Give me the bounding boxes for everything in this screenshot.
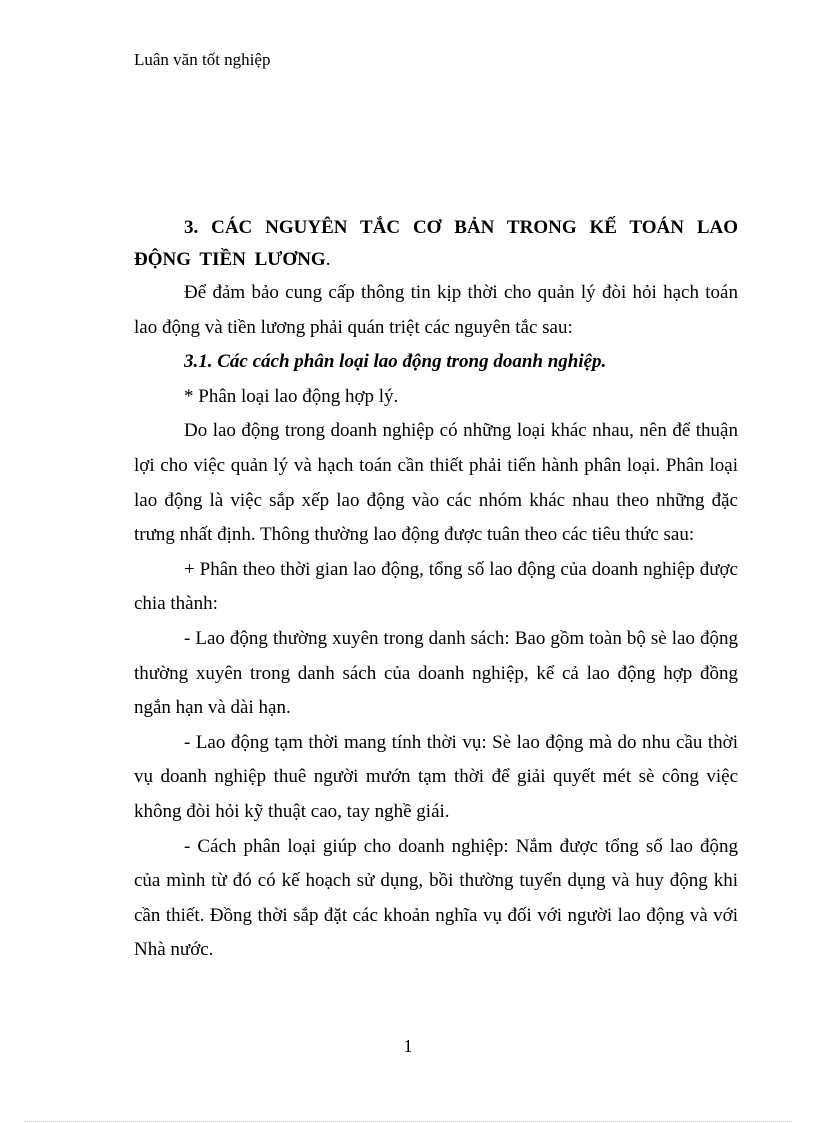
section-heading	[134, 212, 738, 276]
paragraph-temporary-labor: - Lao động tạm thời mang tính thời vụ: Sè lao động mà do nhu cầu thời vụ doanh nghiệp thuê người mướn tạm thời để giải quyết mét sè công việc không đòi hỏi kỹ thuật cao, tay nghề giái.	[134, 731, 738, 822]
paragraph-classification-intro: Do lao động trong doanh nghiệp có những loại khác nhau, nên để thuận lợi cho việc quản lý và hạch toán cần thiết phải tiến hành phân loại. Phân loại lao động là việc sắp xếp lao động vào các nhóm khác nhau theo những đặc trưng nhất định. Thông thường lao động được tuân theo các tiêu thức sau:	[134, 420, 738, 546]
section-heading-period: .	[325, 249, 331, 270]
running-header	[134, 49, 270, 71]
subsection-heading: 3.1. Các cách phân loại lao động trong doanh nghiệp.	[184, 351, 607, 373]
section-heading-text: 3. CÁC NGUYÊN TẮC CƠ BẢN TRONG KẾ TOÁN LAO ĐỘNG TIỀN LƯƠNG	[134, 217, 738, 270]
paragraph-by-working-time: + Phân theo thời gian lao động, tổng số lao động của doanh nghiệp được chia thành:	[134, 558, 738, 615]
page-bottom-divider	[24, 1121, 792, 1122]
intro-paragraph: Để đảm bảo cung cấp thông tin kịp thời cho quản lý đòi hỏi hạch toán lao động và tiền lương phải quán triệt các nguyên tắc sau:	[134, 282, 738, 338]
paragraph-classification-benefit: - Cách phân loại giúp cho doanh nghiệp: Nắm được tổng số lao động của mình từ đó có kế hoạch sử dụng, bồi thường tuyển dụng và huy động khi cần thiết. Đồng thời sắp đặt các khoản nghĩa vụ đối với người lao động và với Nhà nước.	[134, 835, 738, 961]
paragraph-regular-labor: - Lao động thường xuyên trong danh sách: Bao gồm toàn bộ sè lao động thường xuyên trong danh sách của doanh nghiệp, kể cả lao động hợp đồng ngắn hạn và dài hạn.	[134, 627, 738, 719]
running-header-text: Luân văn tốt nghiệp	[134, 50, 271, 69]
page-number: 1	[403, 1036, 413, 1056]
paragraph-classification-title: * Phân loại lao động hợp lý.	[184, 385, 399, 407]
page-body	[134, 212, 738, 968]
